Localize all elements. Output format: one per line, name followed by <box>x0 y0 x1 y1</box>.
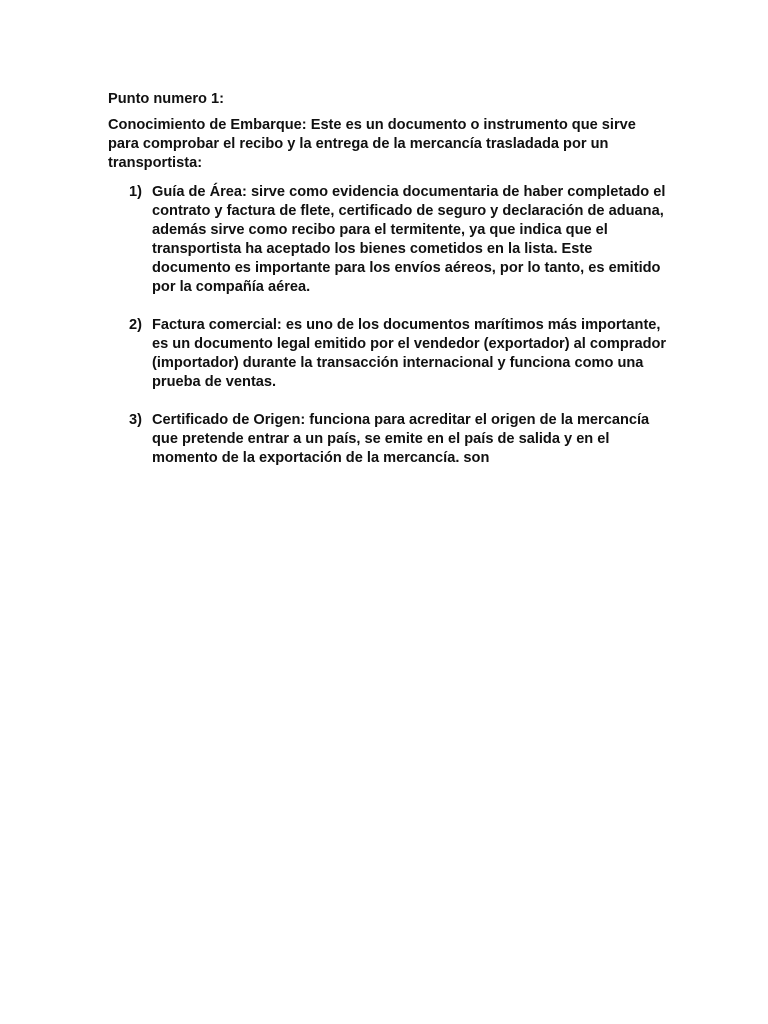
intro-paragraph: Conocimiento de Embarque: Este es un documento o instrumento que sirve para comprobar el recibo y la entrega de la mercancía trasladada por un transportista: <box>108 117 636 171</box>
document-list <box>108 183 668 468</box>
document-body <box>108 90 668 487</box>
list-item <box>108 316 668 392</box>
list-item-text: Guía de Área: sirve como evidencia documentaria de haber completado el contrato y factura de flete, certificado de seguro y declaración de aduana, además sirve como recibo para el termitente, ya que indica que el transportista ha aceptado los bienes cometidos en la lista. Este documento es importante para los envíos aéreos, por lo tanto, es emitido por la compañía aérea. <box>152 184 666 295</box>
list-item-number: 1) <box>129 184 142 200</box>
section-heading: Punto numero 1: <box>108 91 224 107</box>
list-item <box>108 411 668 468</box>
list-item-text: Certificado de Origen: funciona para acreditar el origen de la mercancía que pretende entrar a un país, se emite en el país de salida y en el momento de la exportación de la mercancía. son <box>152 412 650 466</box>
list-item-text: Factura comercial: es uno de los documentos marítimos más importante, es un documento legal emitido por el vendedor (exportador) al comprador (importador) durante la transacción internacional y funciona como una prueba de ventas. <box>152 317 667 390</box>
list-item-number: 3) <box>129 412 142 428</box>
list-item-number: 2) <box>129 317 142 333</box>
list-item <box>108 183 668 297</box>
